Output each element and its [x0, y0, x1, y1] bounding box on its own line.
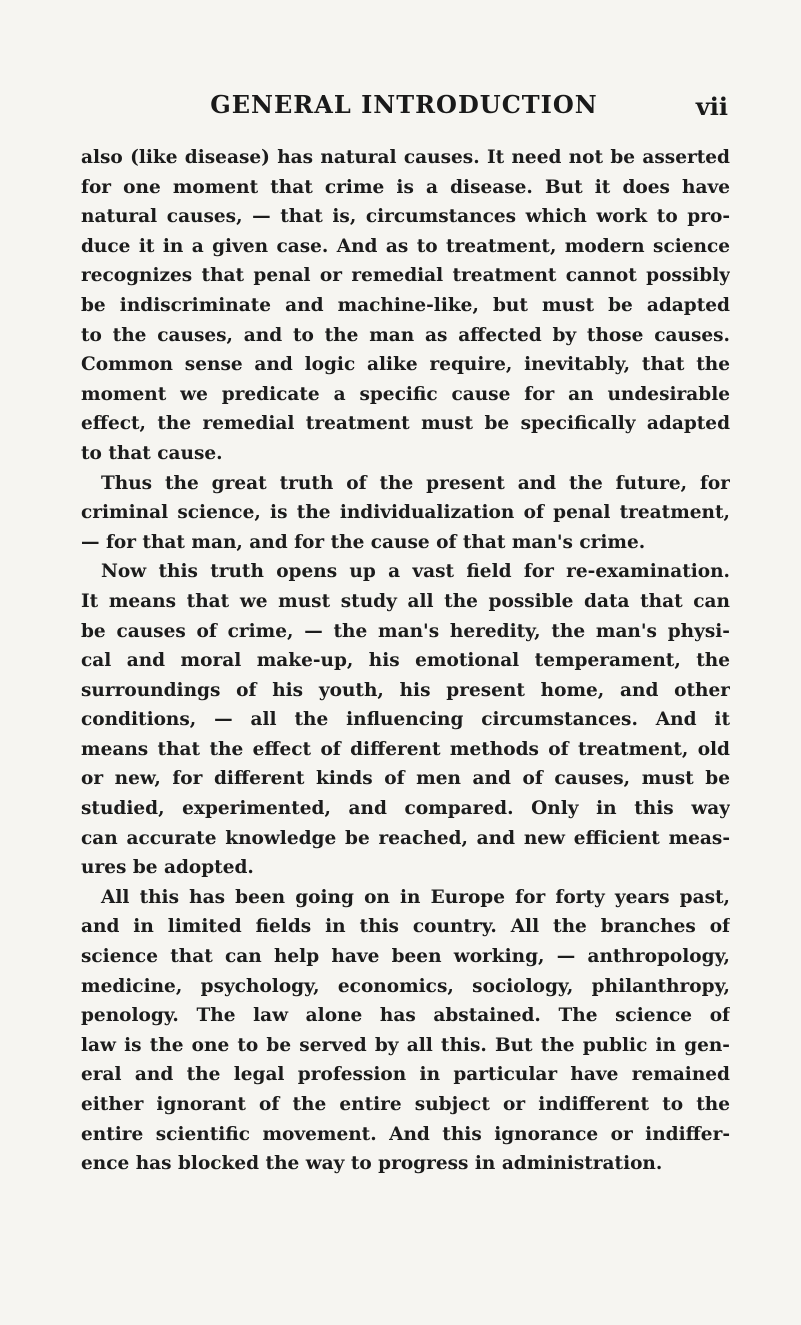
text-line: means that the effect of different methods of treatment, old — [81, 738, 730, 760]
text-line: penology. The law alone has abstained. The science of — [81, 1005, 730, 1027]
text-line: be causes of crime, — the man's heredity, the man's physi- — [81, 620, 730, 642]
text-line: or new, for different kinds of men and of causes, must be — [81, 768, 730, 790]
text-line: for one moment that crime is a disease. But it does have — [81, 176, 730, 198]
text-line: natural causes, — that is, circumstances which work to pro- — [81, 206, 730, 228]
page-number: vii — [695, 92, 728, 121]
text-line: duce it in a given case. And as to treatment, modern science — [81, 235, 730, 257]
paragraph — [81, 143, 730, 469]
text-line: cal and moral make-up, his emotional temperament, the — [81, 650, 730, 672]
text-line: moment we predicate a specific cause for an undesirable — [81, 383, 730, 405]
text-line: — for that man, and for the cause of that man's crime. — [81, 531, 646, 553]
text-line: It means that we must study all the possible data that can — [81, 590, 730, 612]
text-line: and in limited fields in this country. All the branches of — [81, 916, 730, 938]
text-line: law is the one to be served by all this. But the public in gen- — [81, 1034, 730, 1056]
paragraph — [81, 469, 730, 558]
text-line: entire scientific movement. And this ignorance or indiffer- — [81, 1123, 730, 1145]
running-title: GENERAL INTRODUCTION — [210, 90, 598, 119]
text-line: surroundings of his youth, his present home, and other — [81, 679, 730, 701]
text-line: medicine, psychology, economics, sociology, philanthropy, — [81, 975, 730, 997]
text-line: ures be adopted. — [81, 857, 254, 879]
running-head — [80, 90, 728, 130]
text-line: also (like disease) has natural causes. It need not be asserted — [81, 147, 730, 168]
text-line: can accurate knowledge be reached, and new efficient meas- — [81, 827, 730, 849]
text-line: conditions, — all the influencing circumstances. And it — [81, 709, 730, 731]
text-line: effect, the remedial treatment must be specifically adapted — [81, 413, 730, 435]
text-line: studied, experimented, and compared. Only in this way — [81, 798, 730, 820]
body-text — [81, 143, 730, 1179]
text-line: Thus the great truth of the present and the future, for — [101, 472, 730, 494]
text-line: Now this truth opens up a vast field for re-examination. — [101, 561, 730, 583]
text-line: to the causes, and to the man as affected by those causes. — [81, 324, 730, 346]
text-line: criminal science, is the individualization of penal treatment, — [81, 502, 730, 524]
text-line: All this has been going on in Europe for forty years past, — [101, 886, 730, 908]
text-line: Common sense and logic alike require, inevitably, that the — [81, 354, 730, 376]
text-line: be indiscriminate and machine-like, but must be adapted — [81, 294, 730, 316]
text-line: to that cause. — [81, 442, 223, 464]
text-line: either ignorant of the entire subject or indifferent to the — [81, 1094, 730, 1115]
paragraph — [81, 557, 730, 883]
text-line: ence has blocked the way to progress in administration. — [81, 1153, 663, 1175]
text-line: science that can help have been working, — anthropology, — [81, 946, 730, 968]
paragraph — [81, 883, 730, 1179]
text-line: eral and the legal profession in particular have remained — [81, 1064, 730, 1086]
text-line: recognizes that penal or remedial treatment cannot possibly — [81, 265, 730, 287]
